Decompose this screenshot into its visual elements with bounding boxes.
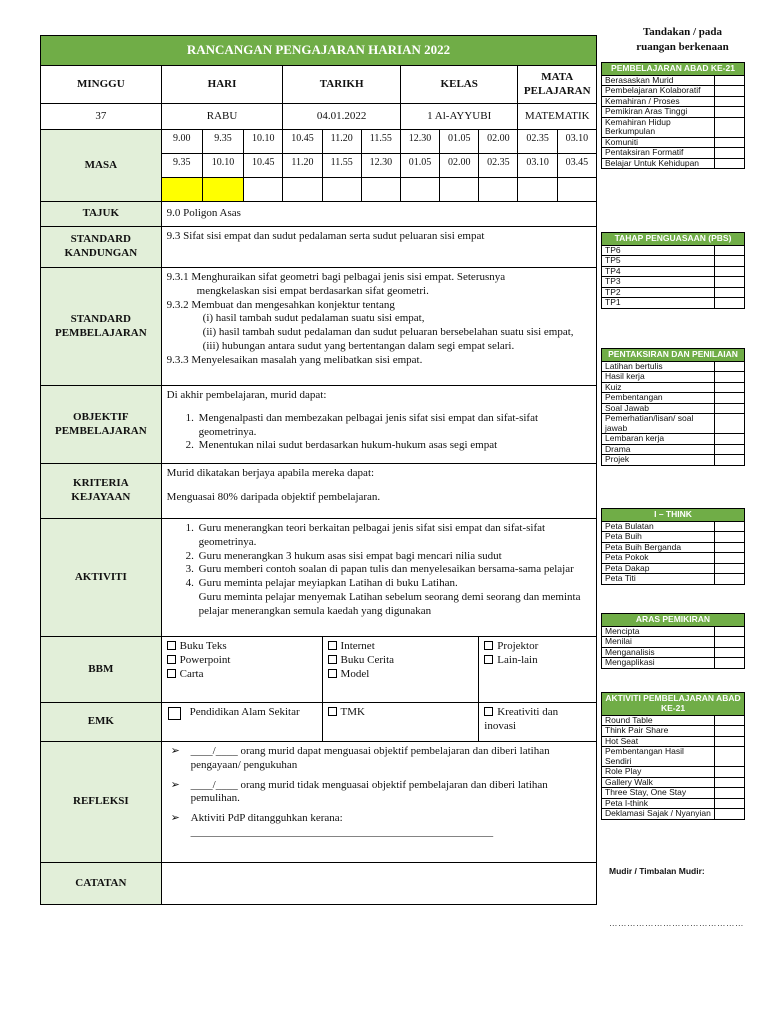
masa-end: 01.05 [400,154,439,178]
tick-box[interactable] [715,455,745,466]
label-standard-pembelajaran: STANDARD PEMBELAJARAN [41,268,162,386]
side-instruction-line-1: Tandakan / pada [642,26,723,38]
masa-start: 02.00 [479,130,518,154]
bbm-option[interactable]: Carta [167,668,317,682]
aktiviti21-item: Three Stay, One Stay [602,788,715,799]
emk-option[interactable] [479,703,597,742]
refleksi-content [161,742,596,863]
aktiviti-extra: Guru meminta pelajar menyemak Latihan sebelum seorang demi seorang dan meminta pelajar menerangkan semula kaedah yang digunakan [198,590,581,617]
checkbox-icon[interactable] [484,641,493,650]
masa-end: 02.35 [479,154,518,178]
checkbox-icon[interactable] [328,669,337,678]
checkbox-icon[interactable] [484,707,493,716]
objektif-content [161,386,596,464]
sp-line: (i) hasil tambah sudut pedalaman suatu sisi empat, [202,312,425,325]
bbm-option[interactable]: Buku Cerita [328,654,474,668]
tick-box[interactable] [715,434,745,445]
tick-box[interactable] [715,626,745,637]
label-kriteria: KRITERIA KEJAYAAN [41,464,162,519]
masa-start: 9.00 [161,130,202,154]
tahap-title: TAHAP PENGUASAAN (PBS) [602,233,745,246]
tick-box[interactable] [715,96,745,107]
tahap-item: TP6 [602,245,715,256]
label-emk: EMK [41,703,162,742]
tahap-item: TP4 [602,266,715,277]
checkbox-icon[interactable] [328,655,337,664]
masa-end: 11.20 [283,154,322,178]
masa-slot-selected[interactable] [202,178,243,202]
header-minggu: MINGGU [41,66,162,104]
tick-box[interactable] [715,542,745,553]
bbm-option[interactable]: Model [328,668,474,682]
ithink-item: Peta Bulatan [602,521,715,532]
tick-box[interactable] [715,107,745,118]
masa-end: 03.45 [557,154,596,178]
sp-line: mengkelaskan sisi empat berdasarkan sifat geometri. [196,284,429,297]
tahap-item: TP1 [602,298,715,309]
tick-box[interactable] [715,117,745,137]
masa-start: 9.35 [202,130,243,154]
tick-box[interactable] [715,372,745,383]
sp-line: (ii) hasil tambah sudut pedalaman dan sudut peluaran bersebelahan suatu sisi empat, [202,326,574,338]
aktiviti-item: 3. Guru memberi contoh soalan di papan tulis dan menyelesaikan bersama-sama pelajar [197,563,591,577]
kriteria-line: Murid dikatakan berjaya apabila mereka dapat: [166,467,375,479]
ithink-item: Peta Buih Berganda [602,542,715,553]
label-aktiviti: AKTIVITI [41,519,162,637]
checkbox-icon[interactable] [167,669,176,678]
pentaksiran-item: Pembentangan [602,393,715,404]
tick-box[interactable] [715,245,745,256]
masa-slot[interactable] [322,178,361,202]
tick-box[interactable] [715,414,745,434]
checkbox-icon[interactable] [328,707,337,716]
checkbox-icon[interactable] [167,641,176,650]
abad21-item: Pemikiran Aras Tinggi [602,107,715,118]
tick-box[interactable] [715,75,745,86]
bbm-col-2 [322,637,479,703]
pentaksiran-item: Kuiz [602,382,715,393]
tick-box[interactable] [714,809,744,820]
pentaksiran-item: Drama [602,444,715,455]
tahap-item: TP2 [602,287,715,298]
masa-end: 9.35 [161,154,202,178]
aktiviti21-item: Pembentangan Hasil Sendiri [602,747,715,767]
arrow-bullet-icon: ➢ [170,745,180,757]
aras-item: Mencipta [602,626,715,637]
value-minggu: 37 [41,104,162,130]
sp-line: (iii) hubungan antara sudut yang bertentangan dalam segi empat selari. [202,339,515,352]
ithink-item: Peta Titi [602,574,715,585]
sp-line: 9.3.3 Menyelesaikan masalah yang melibatkan sisi empat. [166,353,423,366]
aktiviti21-item: Hot Seat [602,736,715,747]
tick-box[interactable] [715,574,745,585]
abad21-item: Berasaskan Murid [602,75,715,86]
tick-box[interactable] [715,298,745,309]
aktiviti21-item: Deklamasi Sajak / Nyanyian [602,809,715,820]
tick-box[interactable] [715,521,745,532]
tick-box[interactable] [714,777,744,788]
aras-item: Menilai [602,637,715,648]
arrow-bullet-icon: ➢ [170,812,180,824]
standard-pembelajaran-content [161,268,596,386]
ithink-title: I – THINK [602,509,745,522]
tick-box[interactable] [715,137,745,148]
kriteria-line: Menguasai 80% daripada objektif pembelajaran. [166,490,381,503]
tick-box[interactable] [715,403,745,414]
pentaksiran-item: Projek [602,455,715,466]
masa-start: 11.55 [361,130,400,154]
tick-box[interactable] [715,658,745,669]
abad21-panel [601,62,745,169]
tick-box[interactable] [715,86,745,97]
objektif-item: 1. Mengenalpasti dan membezakan pelbagai jenis sifat sisi empat dan sifat-sifat geometrinya. [197,412,591,440]
bbm-col-3 [479,637,597,703]
label-catatan: CATATAN [41,863,162,905]
ithink-item: Peta Pokok [602,553,715,564]
masa-slot[interactable] [440,178,479,202]
aktiviti-item: 4. Guru meminta pelajar meyiapkan Latihan di buku Latihan. [197,577,591,591]
refleksi-blank-line[interactable]: _______________________________________________________ [190,825,494,838]
tick-box[interactable] [715,563,745,574]
masa-end: 10.10 [202,154,243,178]
masa-slot[interactable] [283,178,322,202]
aras-item: Menganalisis [602,647,715,658]
sp-line: 9.3.1 Menghuraikan sifat geometri bagi pelbagai jenis sisi empat. Seterusnya [166,271,506,283]
abad21-item: Pentaksiran Formatif [602,148,715,159]
objektif-item: 2. Menentukan nilai sudut berdasarkan hukum-hukum asas segi empat [197,439,591,453]
aktiviti-item: 2. Guru menerangkan 3 hukum asas sisi empat bagi mencari nilia sudut [197,550,591,564]
aras-item: Mengaplikasi [602,658,715,669]
aktiviti21-panel [601,692,745,820]
bbm-col-1 [161,637,322,703]
masa-start: 10.10 [244,130,283,154]
masa-slot-selected[interactable] [161,178,202,202]
page-title: RANCANGAN PENGAJARAN HARIAN 2022 [41,36,597,66]
mudir-label: Mudir / Timbalan Mudir: [609,866,705,876]
side-instruction-line-2: ruangan berkenaan [636,40,729,53]
header-mata-pelajaran: MATA PELAJARAN [518,66,597,104]
header-kelas: KELAS [400,66,518,104]
abad21-item: Belajar Untuk Kehidupan [602,158,715,169]
abad21-item: Pembelajaran Kolaboratif [602,86,715,97]
tajuk-value: 9.0 Poligon Asas [161,202,596,227]
tick-box[interactable] [715,361,745,372]
abad21-title: PEMBELAJARAN ABAD KE-21 [602,63,745,76]
tick-box[interactable] [715,444,745,455]
signature-line[interactable]: ……………………………………… [609,918,744,928]
pentaksiran-item: Lembaran kerja [602,434,715,445]
arrow-bullet-icon: ➢ [170,778,180,791]
tick-box[interactable] [714,726,744,737]
emk-label: TMK [340,706,365,718]
value-mata-pelajaran: MATEMATIK [518,104,597,130]
masa-start: 01.05 [440,130,479,154]
pentaksiran-item: Pemerhatian/lisan/ soal jawab [602,414,715,434]
label-refleksi: REFLEKSI [41,742,162,863]
tick-box[interactable] [714,798,744,809]
label-objektif: OBJEKTIF PEMBELAJARAN [41,386,162,464]
aras-panel [601,613,745,669]
abad21-item: Kemahiran Hidup Berkumpulan [602,117,715,137]
ithink-panel [601,508,745,585]
tick-box[interactable] [715,256,745,267]
abad21-item: Komuniti [602,137,715,148]
ithink-item: Peta Dakap [602,563,715,574]
lesson-plan-table [40,35,597,905]
bbm-option[interactable]: Buku Teks [167,640,317,654]
pentaksiran-title: PENTAKSIRAN DAN PENILAIAN [602,349,745,362]
tick-box[interactable] [715,266,745,277]
masa-end: 11.55 [322,154,361,178]
tick-box[interactable] [715,532,745,543]
tahap-item: TP3 [602,277,715,288]
tick-box[interactable] [714,788,744,799]
tick-box[interactable] [715,158,745,169]
sp-line: 9.3.2 Membuat dan mengesahkan konjektur tentang [166,298,395,311]
pentaksiran-item: Soal Jawab [602,403,715,414]
aktiviti21-title: AKTIVITI PEMBELAJARAN ABAD KE-21 [602,693,745,716]
side-instruction [600,25,765,55]
pentaksiran-item: Hasil kerja [602,372,715,383]
tick-box[interactable] [715,553,745,564]
checkbox-icon[interactable] [484,655,493,664]
masa-end: 02.00 [440,154,479,178]
objektif-intro: Di akhir pembelajaran, murid dapat: [166,389,327,401]
tick-box[interactable] [714,747,744,767]
masa-slot[interactable] [518,178,557,202]
refleksi-item: ➢ ____/____ orang murid tidak menguasai objektif pembelajaran dan diberi latihan pemulihan. [170,778,548,805]
checkbox-icon[interactable] [167,655,176,664]
aktiviti-content [161,519,596,637]
ithink-item: Peta Buih [602,532,715,543]
objektif-list [167,412,591,453]
bbm-option[interactable]: Lain-lain [484,654,591,668]
aras-title: ARAS PEMIKIRAN [602,614,745,627]
masa-start: 03.10 [557,130,596,154]
bbm-option[interactable]: Projektor [484,640,591,654]
checkbox-icon[interactable] [168,707,181,720]
tahap-item: TP5 [602,256,715,267]
catatan-field[interactable] [161,863,596,905]
tick-box[interactable] [714,736,744,747]
pentaksiran-item: Latihan bertulis [602,361,715,372]
pentaksiran-panel [601,348,745,466]
bbm-option[interactable]: Powerpoint [167,654,317,668]
value-tarikh: 04.01.2022 [283,104,401,130]
tick-box[interactable] [714,715,744,726]
aktiviti21-item: Peta I-think [602,798,715,809]
tick-box[interactable] [715,382,745,393]
aktiviti21-item: Round Table [602,715,715,726]
masa-end: 03.10 [518,154,557,178]
masa-start: 12.30 [400,130,439,154]
label-tajuk: TAJUK [41,202,162,227]
header-tarikh: TARIKH [283,66,401,104]
tick-box[interactable] [715,277,745,288]
header-hari: HARI [161,66,283,104]
label-bbm: BBM [41,637,162,703]
emk-option[interactable] [322,703,479,742]
masa-slot[interactable] [400,178,439,202]
refleksi-item: ➢ Aktiviti PdP ditangguhkan kerana: _______________________________________________________ [167,812,591,840]
tick-box[interactable] [715,637,745,648]
tick-box[interactable] [715,148,745,159]
tick-box[interactable] [715,393,745,404]
masa-slot[interactable] [479,178,518,202]
abad21-item: Kemahiran / Proses [602,96,715,107]
checkbox-icon[interactable] [328,641,337,650]
kriteria-content [161,464,596,519]
masa-start: 10.45 [283,130,322,154]
emk-option[interactable] [161,703,322,742]
label-masa: MASA [41,130,162,202]
masa-slot[interactable] [244,178,283,202]
masa-slot[interactable] [557,178,596,202]
masa-start: 11.20 [322,130,361,154]
value-hari: RABU [161,104,283,130]
emk-label: Pendidikan Alam Sekitar [189,706,300,718]
tick-box[interactable] [715,647,745,658]
masa-slot[interactable] [361,178,400,202]
tick-box[interactable] [714,767,744,778]
value-kelas: 1 Al-AYYUBI [400,104,518,130]
aktiviti21-item: Role Play [602,767,715,778]
tahap-panel [601,232,745,309]
masa-end: 10.45 [244,154,283,178]
aktiviti-item: 1. Guru menerangkan teori berkaitan pelbagai jenis sifat sisi empat dan sifat-sifat geometrinya. [197,522,591,550]
aktiviti-list [167,522,591,591]
masa-start: 02.35 [518,130,557,154]
refleksi-item: ➢ ____/____ orang murid dapat menguasai objektif pembelajaran dan diberi latihan pengayaan/ pengukuhan [170,745,550,771]
masa-end: 12.30 [361,154,400,178]
tick-box[interactable] [715,287,745,298]
aktiviti21-item: Think Pair Share [602,726,715,737]
label-standard-kandungan: STANDARD KANDUNGAN [41,227,162,268]
bbm-option[interactable]: Internet [328,640,474,654]
emk-label: Kreativiti dan inovasi [484,706,559,732]
aktiviti21-item: Gallery Walk [602,777,715,788]
standard-kandungan-value: 9.3 Sifat sisi empat dan sudut pedalaman serta sudut peluaran sisi empat [161,227,596,268]
